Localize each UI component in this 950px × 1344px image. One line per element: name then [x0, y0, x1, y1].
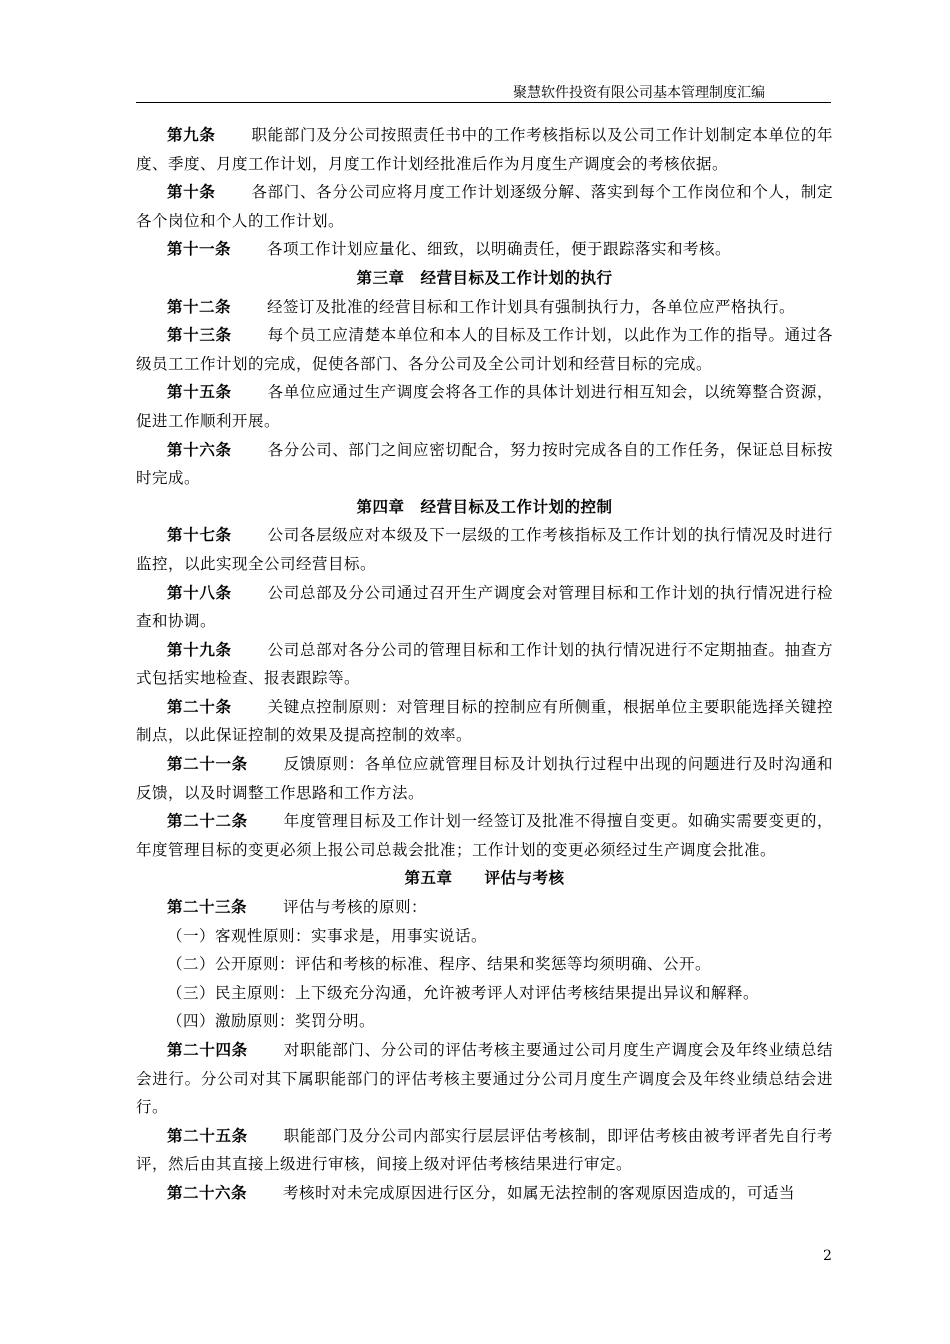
- chapter-heading: 第五章 评估与考核: [404, 868, 565, 888]
- list-item: （一）客观性原则：实事求是，用事实说话。: [167, 926, 488, 945]
- article-paragraph: [136, 1036, 833, 1122]
- chapter-heading: 第四章 经营目标及工作计划的控制: [356, 496, 613, 516]
- article-text: 对职能部门、分公司的评估考核主要通过公司月度生产调度会及年终业绩总结会进行。分公司对其下属职能部门的评估考核主要通过分公司月度生产调度会及年终业绩总结会进行。: [136, 1041, 833, 1117]
- article-paragraph: [136, 178, 833, 235]
- article-number: 第二十五条: [167, 1125, 248, 1145]
- article-text: 每个员工应清楚本单位和本人的目标及工作计划，以此作为工作的指导。通过各级员工工作计划的完成，促使各部门、各分公司及全公司计划和经营目标的完成。: [136, 326, 833, 373]
- article-number: 第二十一条: [167, 754, 248, 774]
- list-item: （三）民主原则：上下级充分沟通，允许被考评人对评估考核结果提出异议和解释。: [167, 983, 760, 1002]
- article-paragraph: [136, 693, 833, 750]
- article-text: 关键点控制原则：对管理目标的控制应有所侧重，根据单位主要职能选择关键控制点，以此保证控制的效果及提高控制的效率。: [136, 697, 833, 745]
- page-header: [136, 80, 831, 103]
- article-text: 各分公司、部门之间应密切配合，努力按时完成各自的工作任务，保证总目标按时完成。: [136, 440, 833, 488]
- article-paragraph: [136, 893, 833, 922]
- document-body: [136, 121, 833, 1208]
- list-item: （四）激励原则：奖罚分明。: [167, 1012, 376, 1031]
- article-number: 第十八条: [167, 582, 232, 602]
- article-paragraph: [136, 521, 833, 578]
- list-item: （二）公开原则：评估和考核的标准、程序、结果和奖惩等均须明确、公开。: [167, 955, 712, 974]
- article-text: 各部门、各分公司应将月度工作计划逐级分解、落实到每个工作岗位和个人，制定各个岗位和个人的工作计划。: [136, 183, 833, 230]
- article-paragraph: [136, 235, 833, 264]
- article-text: 年度管理目标及工作计划一经签订及批准不得擅自变更。如确实需要变更的，年度管理目标的变更必须上报公司总裁会批准；工作计划的变更必须经过生产调度会批准。: [136, 812, 833, 859]
- article-text: 公司总部及分公司通过召开生产调度会对管理目标和工作计划的执行情况进行检查和协调。: [136, 583, 833, 631]
- article-paragraph: [136, 636, 833, 693]
- article-text: 经签订及批准的经营目标和工作计划具有强制执行力，各单位应严格执行。: [267, 297, 796, 316]
- article-text: 反馈原则：各单位应就管理目标及计划执行过程中出现的问题进行及时沟通和反馈，以及时调整工作思路和工作方法。: [136, 755, 833, 802]
- article-number: 第十五条: [167, 382, 232, 402]
- article-text: 考核时对未完成原因进行区分，如属无法控制的客观原因造成的，可适当: [283, 1183, 796, 1202]
- article-paragraph: [136, 436, 833, 493]
- article-text: 职能部门及分公司按照责任书中的工作考核指标以及公司工作计划制定本单位的年度、季度、月度工作计划，月度工作计划经批准后作为月度生产调度会的考核依据。: [136, 126, 833, 173]
- article-number: 第十一条: [167, 239, 232, 259]
- article-text: 公司总部对各分公司的管理目标和工作计划的执行情况进行不定期抽查。抽查方式包括实地检查、报表跟踪等。: [136, 640, 833, 688]
- article-number: 第十条: [167, 182, 216, 202]
- article-number: 第二十三条: [167, 897, 248, 917]
- article-number: 第九条: [167, 125, 216, 144]
- article-text: 各单位应通过生产调度会将各工作的具体计划进行相互知会，以统筹整合资源，促进工作顺利开展。: [136, 383, 833, 430]
- article-text: 职能部门及分公司内部实行层层评估考核制，即评估考核由被考评者先自行考评，然后由其直接上级进行审核，间接上级对评估考核结果进行审定。: [136, 1126, 833, 1174]
- page-number: 2: [823, 1248, 832, 1264]
- article-number: 第二十条: [167, 696, 232, 716]
- article-text: 评估与考核的原则：: [283, 898, 428, 917]
- article-number: 第十七条: [167, 525, 232, 545]
- article-number: 第二十四条: [167, 1040, 248, 1059]
- article-paragraph: [136, 1179, 833, 1208]
- article-paragraph: [136, 807, 833, 864]
- header-title: 聚慧软件投资有限公司基本管理制度汇编: [513, 85, 765, 101]
- article-paragraph: [136, 121, 833, 178]
- article-number: 第十三条: [167, 325, 232, 345]
- article-number: 第二十二条: [167, 811, 248, 831]
- article-number: 第十二条: [167, 296, 232, 316]
- article-paragraph: [136, 293, 833, 322]
- article-paragraph: [136, 378, 833, 435]
- chapter-heading: 第三章 经营目标及工作计划的执行: [356, 267, 613, 287]
- article-paragraph: [136, 750, 833, 807]
- article-paragraph: [136, 321, 833, 378]
- article-paragraph: [136, 1122, 833, 1179]
- article-text: 公司各层级应对本级及下一层级的工作考核指标及工作计划的执行情况及时进行监控，以此实现全公司经营目标。: [136, 526, 833, 573]
- article-text: 各项工作计划应量化、细致，以明确责任，便于跟踪落实和考核。: [267, 240, 732, 259]
- article-paragraph: [136, 579, 833, 636]
- article-number: 第十九条: [167, 639, 232, 659]
- article-number: 第二十六条: [167, 1182, 248, 1202]
- article-number: 第十六条: [167, 439, 232, 459]
